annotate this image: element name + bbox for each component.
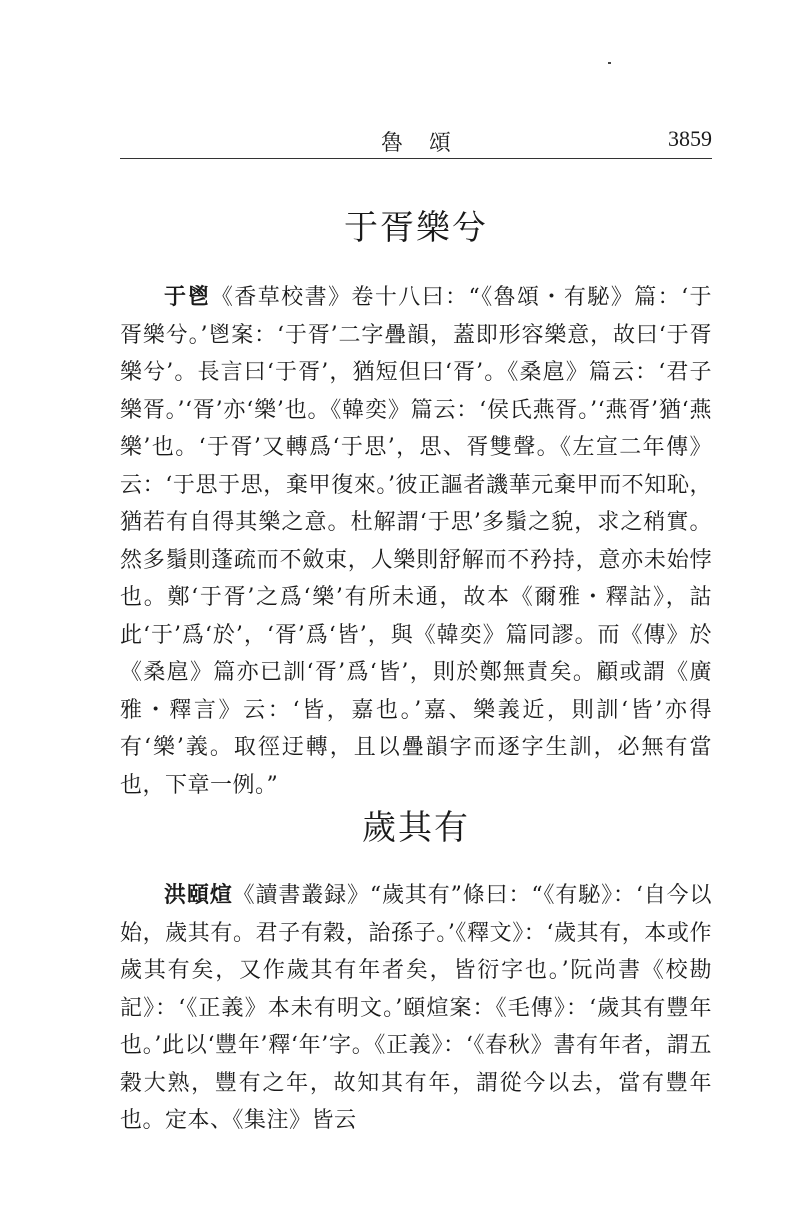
section-title: 于胥樂兮: [344, 208, 488, 248]
header-rule: [120, 158, 712, 159]
section-sui-qi-you: [120, 800, 712, 1140]
page-number: 3859: [668, 126, 712, 151]
entry-paragraph: [120, 279, 712, 804]
entry-text: 《香草校書》卷十八曰：“《魯頌・有駜》篇：‘于胥樂兮。’鬯案：‘于胥’二字疊韻，蓋即形容樂意，故曰‘于胥樂兮’。長言曰‘于胥’，猶短但曰‘胥’。《桑扈》篇云：‘君子樂胥。’‘胥’亦‘樂’也。《韓奕》篇云：‘侯氏燕胥。’‘燕胥’猶‘燕樂’也。‘于胥’又轉爲‘于思’，思、胥雙聲。《左宣二年傳》云：‘于思于思，棄甲復來。’彼正謳者譏華元棄甲而不知恥，猶若有自得其樂之意。杜解謂‘于思’多鬚之貌，求之稍實。然多鬚則蓬疏而不斂束，人樂則舒解而不矜持，意亦未始悖也。鄭‘于胥’之爲‘樂’有所未通，故本《爾雅・釋詁》，詁此‘于’爲‘於’，‘胥’爲‘皆’，與《韓奕》篇同謬。而《傳》於《桑扈》篇亦已訓‘胥’爲‘皆’，則於鄭無責矣。顧或謂《廣雅・釋言》云：‘皆，嘉也。’嘉、樂義近，則訓‘皆’亦得有‘樂’義。取徑迂轉，且以疊韻字而逐字生訓，必無有當也，下章一例。”: [120, 285, 712, 798]
entry-text: 《讀書叢録》“歲其有”條曰：“《有駜》：‘自今以始，歲其有。君子有穀，詒孫子。’《釋文》：‘歲其有，本或作歲其有矣，又作歲其有年者矣，皆衍字也。’阮尚書《校勘記》：‘《正義》本未有明文。’頤煊案：《毛傳》：‘歲其有豐年也。’此以‘豐年’釋‘年’字。《正義》：‘《春秋》書有年者，謂五穀大熟，豐有之年，故知其有年，謂從今以去，當有豐年也。定本、《集注》皆云: [120, 883, 712, 1133]
author-name: 于鬯: [164, 285, 211, 310]
entry-paragraph: [120, 877, 712, 1140]
running-head: [120, 126, 712, 156]
section-yu-xu-le-xi: [120, 200, 712, 804]
print-speck: [608, 62, 611, 64]
author-name: 洪頤煊: [164, 883, 233, 908]
section-title: 歲其有: [362, 808, 470, 848]
running-title: 魯頌: [380, 131, 477, 156]
